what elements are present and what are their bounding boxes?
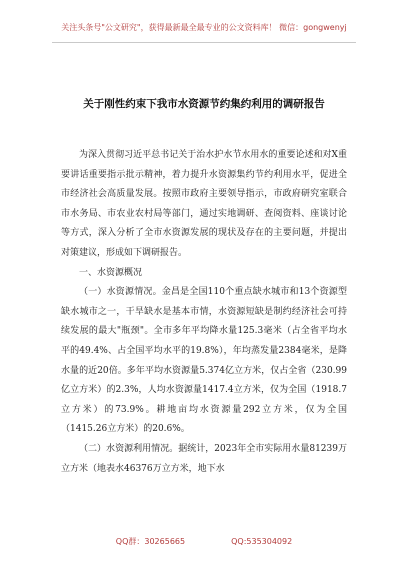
section-heading-water-overview: 一、水资源概况 bbox=[79, 267, 143, 278]
header-divider bbox=[52, 42, 356, 43]
footer-qq: QQ:535304092 bbox=[231, 537, 293, 546]
intro-paragraph: 为深入贯彻习近平总书记关于治水护水节水用水的重要论述和对X重要讲话重要指示批示精神，着力提升水资源集约节约利用水平，促进全市经济社会高质量发展。按照市政府主要领导指示，市政府研究室联合市水务局、市农业农村局等部门，通过实地调研、查阅资料、座谈讨论等方式，深入分析了全市水资源发展的现状及存在的主要问题，并提出对策建议，形成如下调研报告。 bbox=[61, 150, 347, 258]
document-title: 关于刚性约束下我市水资源节约集约利用的调研报告 bbox=[83, 98, 325, 110]
footer-qq-group: QQ群：30265665 bbox=[115, 537, 186, 546]
header-promo-note: 关注头条号"公文研究"，获得最新最全最专业的公文资料库！ 微信：gongwenyj bbox=[61, 23, 347, 32]
footer-contact bbox=[0, 536, 408, 547]
paragraph-water-resources: （一）水资源情况。金昌是全国110个重点缺水城市和13个资源型缺水城市之一，干旱缺水是基本市情，水资源短缺是制约经济社会可持续发展的最大"瓶颈"。全市多年平均降水量125.3毫米（占全省平均水平的49.4%、占全国平均水平的19.8%），年均蒸发量2384毫米，是降水量的近20倍。多年平均水资源量5.374亿立方米，仅占全省（230.99亿立方米）的2.3%，人均水资源量1417.4立方米，仅为全国（1918.7立方米）的73.9%。耕地亩均水资源量292立方米，仅为全国（1415.26立方米）的20.6%。 bbox=[61, 287, 347, 435]
document-body bbox=[61, 146, 347, 479]
paragraph-water-utilization: （二）水资源利用情况。据统计，2023年全市实际用水量81239万立方米（地表水46376万立方米，地下水 bbox=[61, 443, 347, 474]
